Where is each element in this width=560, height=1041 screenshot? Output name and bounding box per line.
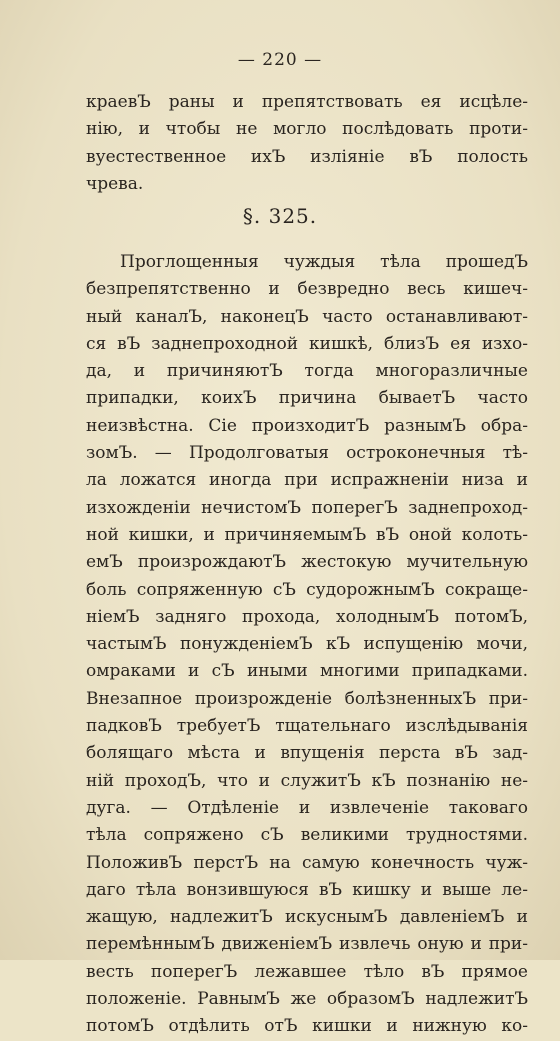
text-line: даго тѣла вонзившуюся вЪ кишку и выше ле-: [86, 879, 528, 900]
text-line: краевЪ раны и препятствовать ея исцѣле-: [86, 92, 528, 112]
text-line: неизвѣстна. Сіе произходитЪ разнымЪ обра-: [86, 415, 528, 436]
text-line: чрева.: [86, 173, 144, 194]
text-line: ный каналЪ, наконецЪ часто останавливают-: [86, 306, 528, 327]
main-paragraph: [86, 249, 528, 1041]
text-line: да, и причиняютЪ тогда многоразличные: [86, 361, 528, 382]
page-number: — 220 —: [237, 50, 323, 70]
text-line: дуга. — Отдѣленіе и извлеченіе таковаго: [86, 797, 528, 818]
text-line: весть поперегЪ лежавшее тѣло вЪ прямое: [86, 961, 528, 982]
text-line: потомЪ отдѣлить отЪ кишки и нижную ко-: [86, 1016, 528, 1037]
text-line: жащую, надлежитЪ искуснымЪ давленіемЪ и: [86, 907, 528, 928]
text-line: боль сопряженную сЪ судорожнымЪ сокраще-: [86, 579, 528, 600]
text-line: Внезапное произрожденіе болѣзненныхЪ при-: [86, 688, 528, 709]
text-line: падковЪ требуетЪ тщательнаго изслѣдыванія: [86, 716, 528, 737]
text-line: болящаго мѣста и впущенія перста вЪ зад-: [86, 743, 528, 764]
text-line: ла ложатся иногда при испражненіи низа и: [86, 470, 528, 491]
text-line: вуестественное ихЪ изліяніе вЪ полость: [86, 146, 528, 167]
text-line: перемѣннымЪ движеніемЪ извлечь оную и при-: [86, 934, 528, 955]
text-line: емЪ произрождаютЪ жестокую мучительную: [86, 552, 528, 573]
text-line: омраками и сЪ иными многими припадками.: [86, 661, 528, 682]
section-heading: §. 325.: [242, 204, 318, 228]
text-line: ній проходЪ, что и служитЪ кЪ познанію не-: [86, 770, 528, 791]
text-line: припадки, коихЪ причина бываетЪ часто: [86, 388, 528, 409]
text-line: нію, и чтобы не могло послѣдовать проти-: [86, 119, 528, 140]
text-line: ся вЪ заднепроходной кишкѣ, близЪ ея изхо-: [86, 333, 528, 354]
top-paragraph: [86, 89, 528, 198]
text-line: тѣла сопряжено сЪ великими трудностями.: [86, 825, 528, 846]
text-line: Проглощенныя чуждыя тѣла прошедЪ: [120, 252, 528, 272]
text-line: ПоложивЪ перстЪ на самую конечность чуж-: [86, 852, 528, 873]
text-line: изхожденіи нечистомЪ поперегЪ заднепроход-: [86, 497, 528, 518]
text-line: зомЪ. — Продолговатыя остроконечныя тѣ-: [86, 443, 528, 464]
text-line: ніемЪ задняго прохода, холоднымЪ потомЪ,: [86, 606, 528, 627]
text-line: положеніе. РавнымЪ же образомЪ надлежитЪ: [86, 989, 528, 1010]
text-line: ной кишки, и причиняемымЪ вЪ оной колоть-: [86, 524, 528, 545]
text-line: частымЪ понужденіемЪ кЪ испущенію мочи,: [86, 634, 528, 655]
text-line: безпрепятственно и безвредно весь кишеч-: [86, 279, 528, 300]
